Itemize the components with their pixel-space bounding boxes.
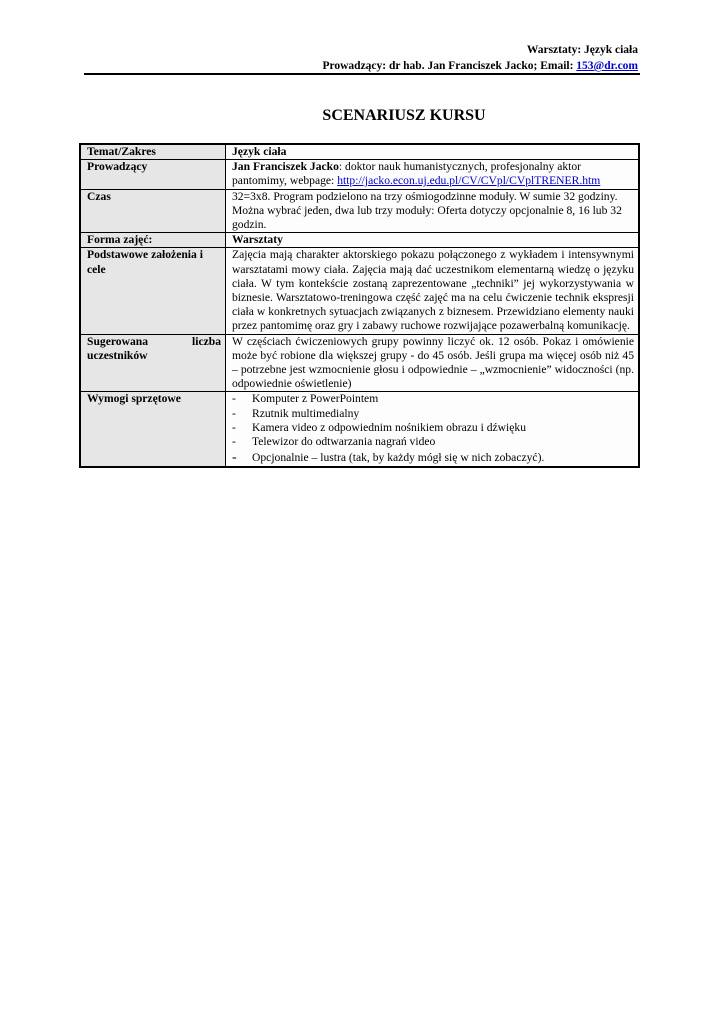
assumptions-value: Zajęcia mają charakter aktorskiego pokazu połączonego z wykładem i intensywnymi warsztatami mowy ciała. Zajęcia mają dać uczestnikom elementarną wiedzę o języku ciała. W tym kontekście zostaną zaprezentowane „techniki” jej wykorzystywania w biznesie. Warsztatowo-treningowa część zajęć ma na celu ćwiczenie technik ekspresji ciała w konkretnych sytuacjach związanych z biznesem. Przewidziano elementy nauki przez pantomimę oraz gry i zabawy ruchowe rozwijające pozawerbalną komunikację. xyxy=(226,248,640,334)
table-row-equipment xyxy=(80,392,639,468)
list-dash: - xyxy=(232,420,236,434)
header-lecturer-line xyxy=(322,58,638,74)
list-item xyxy=(232,421,634,435)
participants-label-word-1: Sugerowana xyxy=(87,334,148,348)
table-row-topic xyxy=(80,144,639,160)
page-header xyxy=(322,42,638,74)
topic-label: Temat/Zakres xyxy=(80,144,226,160)
form-value: Warsztaty xyxy=(226,233,640,248)
list-item xyxy=(232,435,634,449)
assumptions-label: Podstawowe założenia i cele xyxy=(80,248,226,334)
lecturer-description: : doktor nauk humanistycznych, profesjonalny aktor pantomimy, webpage: xyxy=(232,160,582,188)
list-dash: - xyxy=(232,450,237,466)
list-dash: - xyxy=(232,406,236,420)
table-row-assumptions xyxy=(80,248,639,334)
header-workshop-title: Warsztaty: Język ciała xyxy=(526,44,638,56)
time-label: Czas xyxy=(80,189,226,233)
list-item xyxy=(232,392,634,406)
topic-value: Język ciała xyxy=(226,144,640,160)
equipment-label: Wymogi sprzętowe xyxy=(80,392,226,468)
participants-label-line xyxy=(87,335,221,349)
document-title: SCENARIUSZ KURSU xyxy=(322,107,486,124)
table-row-form xyxy=(80,233,639,248)
participants-label-word-2: liczba xyxy=(192,334,221,348)
table-row-time xyxy=(80,189,639,233)
lecturer-name: Jan Franciszek Jacko xyxy=(232,160,339,174)
lecturer-label: Prowadzący xyxy=(80,160,226,189)
equipment-list xyxy=(232,392,634,466)
list-item xyxy=(232,407,634,421)
header-lecturer-text: Prowadzący: dr hab. Jan Franciszek Jacko; Email: xyxy=(322,60,577,72)
lecturer-webpage-link[interactable]: http://jacko.econ.uj.edu.pl/CV/CVpl/CVplTRENER.htm xyxy=(337,174,601,188)
list-item-text: Kamera video z odpowiednim nośnikiem obrazu i dźwięku xyxy=(252,420,526,434)
header-email-link[interactable]: 153@dr.com xyxy=(576,60,638,72)
form-label: Forma zajęć: xyxy=(80,233,226,248)
list-item-text: Telewizor do odtwarzania nagrań video xyxy=(252,435,436,449)
header-divider xyxy=(84,73,640,75)
time-value: 32=3x8. Program podzielono na trzy ośmiogodzinne moduły. W sumie 32 godziny. Można wybrać jeden, dwa lub trzy moduły: Oferta dotyczy opcjonalnie 8, 16 lub 32 godzin. xyxy=(226,189,640,233)
list-dash: - xyxy=(232,392,236,406)
list-item-text: Rzutnik multimedialny xyxy=(252,406,360,420)
course-scenario-table xyxy=(79,143,640,468)
table-row-participants xyxy=(80,334,639,392)
table-row-lecturer xyxy=(80,160,639,189)
participants-value: W częściach ćwiczeniowych grupy powinny liczyć ok. 12 osób. Pokaz i omówienie może być robione dla większej grupy - do 45 osób. Jeśli grupa ma więcej osób niż 45 – potrzebne jest wzmocnienie głosu i odpowiednie – „wzmocnienie” widoczności (np. odpowiednie oświetlenie) xyxy=(226,334,640,392)
list-dash: - xyxy=(232,435,236,449)
list-item xyxy=(232,449,634,466)
participants-label xyxy=(80,334,226,392)
list-item-text: Komputer z PowerPointem xyxy=(252,392,379,406)
lecturer-value xyxy=(226,160,640,189)
list-item-text: Opcjonalnie – lustra (tak, by każdy mógł się w nich zobaczyć). xyxy=(252,451,545,465)
participants-label-word-3: uczestników xyxy=(87,348,148,362)
equipment-value xyxy=(226,392,640,468)
